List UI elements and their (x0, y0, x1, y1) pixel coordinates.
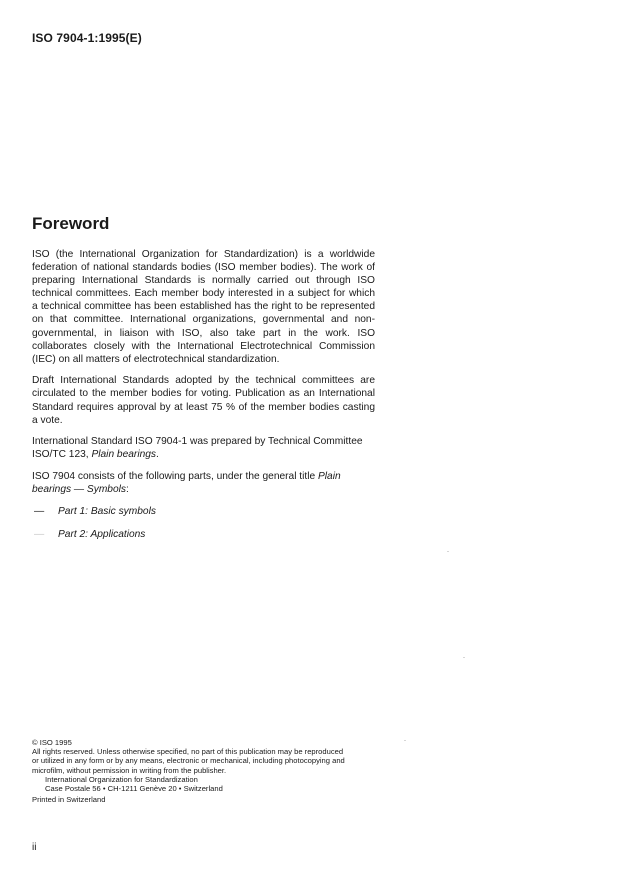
rights-reserved-line: microfilm, without permission in writing from the publisher. (32, 765, 227, 775)
paragraph-iso-overview: ISO (the International Organization for Standardization) is a worldwide federation of national standards bodies (ISO member bodies). The work of preparing International Standards is normally carried out through ISO technical committees. Each member body interested in a subject for which a technical committee has been established has the right to be represented on that committee. International organizations, governmental and non-governmental, in liaison with ISO, also take part in the work. ISO collaborates closely with the International Electrotechnical Commission (IEC) on all matters of electrotechnical standardization. (32, 249, 375, 365)
section-title: Foreword (32, 214, 110, 233)
list-dash: — (34, 505, 45, 517)
scan-speck (447, 551, 449, 552)
paragraph-draft-standards: Draft International Standards adopted by the technical committees are circulated to the member bodies for voting. Publication as an International Standard requires approval by at least 75 % of the member bodies casting a vote. (32, 375, 375, 426)
rights-reserved-line: or utilized in any form or by any means, electronic or mechanical, including photocopying and (32, 756, 345, 766)
parts-intro-end: : (126, 484, 129, 495)
foreword-body (32, 248, 375, 551)
committee-title: Plain bearings (91, 449, 157, 461)
part-label: Part 2: Applications (58, 528, 146, 540)
copyright-notice (32, 738, 377, 804)
parts-list (32, 505, 375, 541)
prepared-by-end: . (156, 449, 159, 461)
prepared-by-text: International Standard ISO 7904-1 was prepared by Technical Committee ISO/TC 123, (32, 436, 363, 461)
organization-name: International Organization for Standardization (45, 774, 198, 784)
organization-address: Case Postale 56 • CH-1211 Genève 20 • Switzerland (45, 784, 223, 794)
scan-speck (404, 740, 406, 741)
rights-reserved-line: All rights reserved. Unless otherwise specified, no part of this publication may be reproduced (32, 747, 344, 757)
page-number: ii (32, 842, 37, 853)
paragraph-parts-intro (32, 470, 375, 496)
copyright-line: © ISO 1995 (32, 738, 72, 747)
printed-in-line: Printed in Switzerland (32, 795, 106, 805)
parts-intro-text: ISO 7904 consists of the following parts, under the general title (32, 470, 318, 482)
document-header: ISO 7904-1:1995(E) (32, 31, 142, 45)
paragraph-prepared-by (32, 435, 375, 461)
list-item (32, 528, 375, 541)
list-item (32, 505, 375, 518)
list-dash: — (34, 528, 45, 540)
part-label: Part 1: Basic symbols (58, 505, 156, 517)
general-title: Plain bearings — Symbols (32, 470, 341, 495)
scan-speck (463, 657, 465, 658)
